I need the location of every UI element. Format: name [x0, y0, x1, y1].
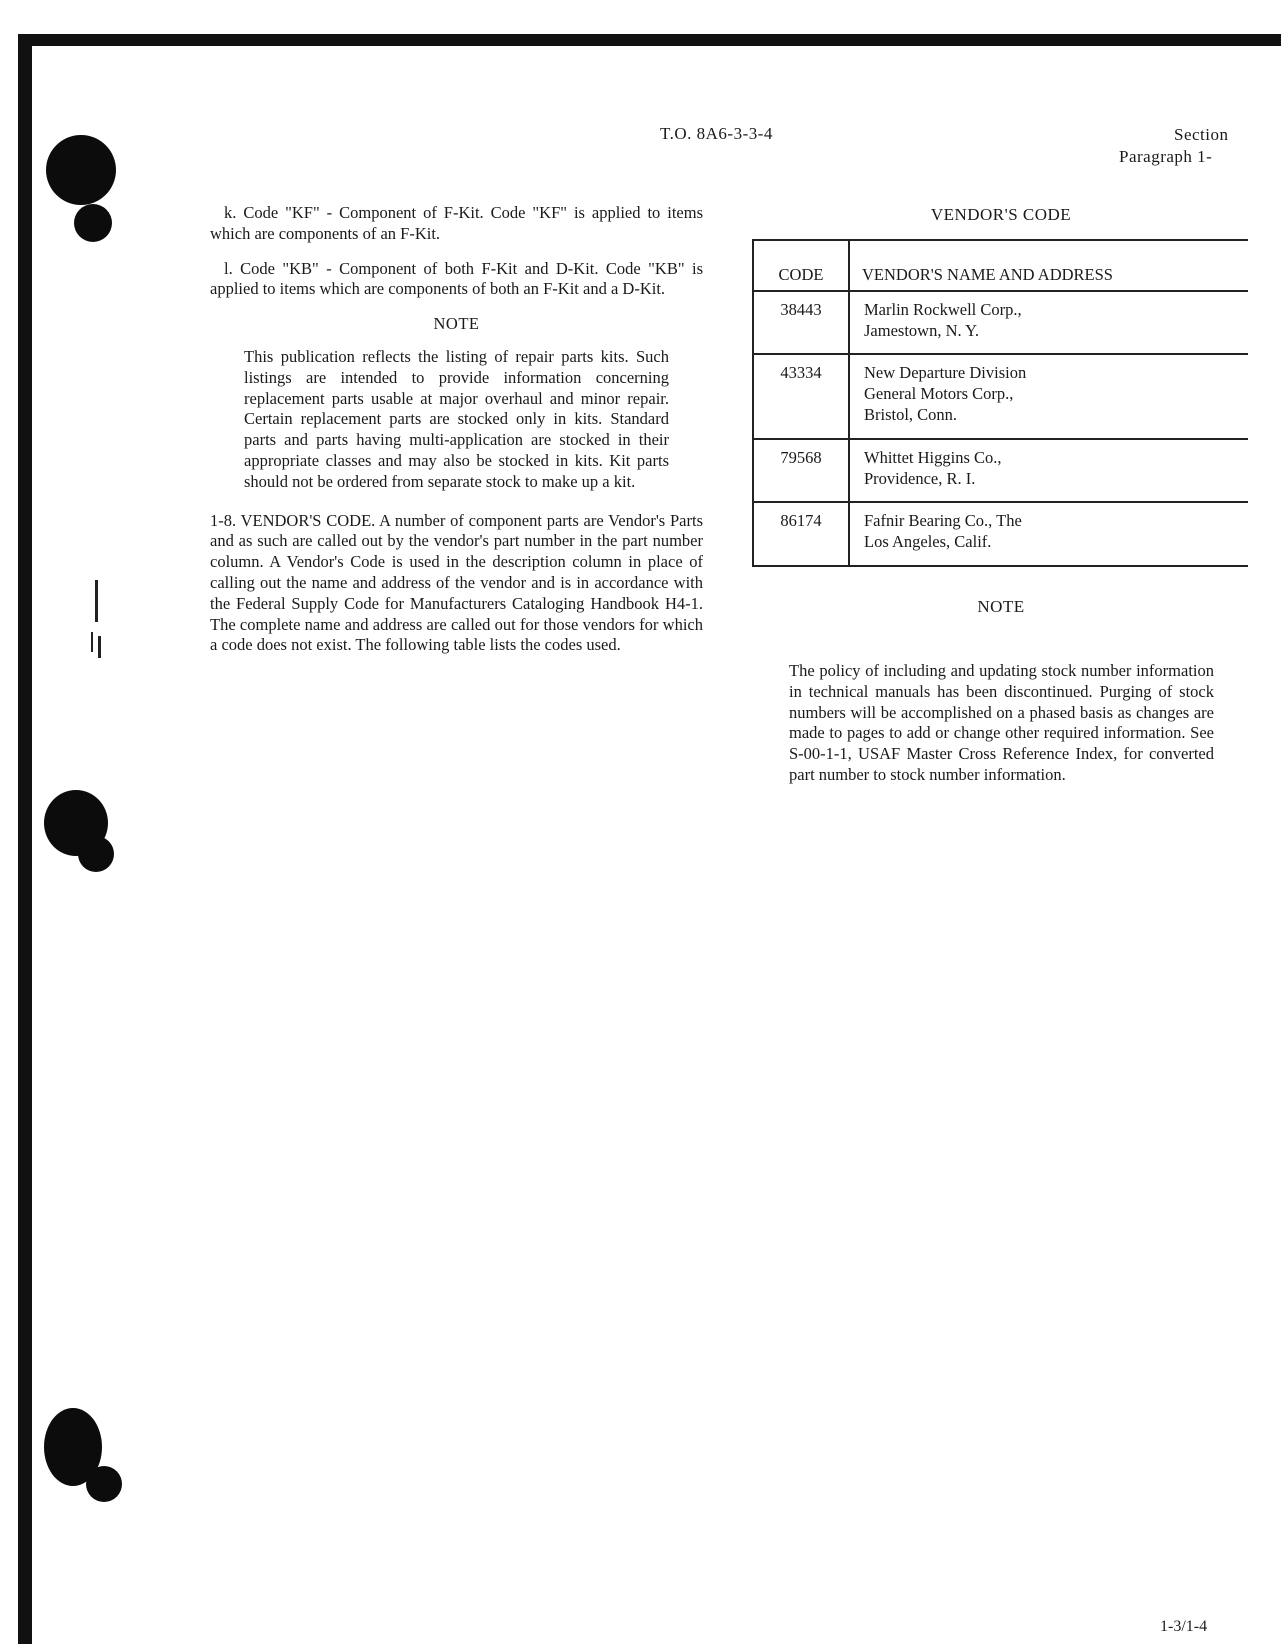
- note-body: This publication reflects the listing of repair parts kits. Such listings are intended to provide information concerning replacement parts usable at major overhaul and minor repair. Certain replacement parts are stocked only in kits. Standard parts and parts having multi-application are stocked in their appropriate classes and may also be stocked in kits. Kit parts should not be ordered from separate stock to make up a kit.: [244, 346, 669, 491]
- table-row: [753, 354, 1248, 438]
- note-title: NOTE: [433, 314, 480, 334]
- paragraph-label: Paragraph 1-: [1119, 147, 1213, 166]
- table-row: [753, 291, 1248, 355]
- left-column: [210, 203, 703, 670]
- vendor-name-address: [849, 439, 1248, 503]
- vendor-name-address: [849, 502, 1248, 566]
- para-1-8: 1-8. VENDOR'S CODE. A number of component parts are Vendor's Parts and as such are called out by the vendor's part number in the part number column. A Vendor's Code is used in the description column in place of calling out the name and address of the vendor and is in accordance with the Federal Supply Code for Manufacturers Cataloging Handbook H4-1. The complete name and address are called out for those vendors for which a code does not exist. The following table lists the codes used.: [210, 510, 703, 655]
- scan-border-left: [18, 34, 32, 1644]
- note-body: The policy of including and updating stock number information in technical manuals has been discontinued. Purging of stock numbers will be accomplished on a phased basis as changes are made to pages to add or change other required information. See S-00-1-1, USAF Master Cross Reference Index, for converted part number to stock number information.: [789, 661, 1214, 784]
- column-header-vendor: VENDOR'S NAME AND ADDRESS: [849, 240, 1248, 291]
- vendor-line: New Departure Division: [864, 363, 1027, 383]
- vendor-code: 43334: [753, 354, 849, 438]
- vendor-name-address: [849, 291, 1248, 355]
- vendor-line: General Motors Corp.,: [864, 384, 1014, 404]
- binder-hole-bottom-small: [86, 1466, 122, 1502]
- table-header-row: [753, 240, 1248, 291]
- para-k: k. Code "KF" - Component of F-Kit. Code "KF" is applied to items which are components of an F-Kit.: [210, 203, 703, 243]
- section-label: Section: [1174, 125, 1229, 144]
- table-row: [753, 439, 1248, 503]
- vendor-line: Marlin Rockwell Corp.,: [864, 299, 1022, 319]
- binder-hole-top-small: [74, 204, 112, 242]
- scan-mark: [98, 636, 101, 658]
- column-header-code: CODE: [753, 240, 849, 291]
- vendor-code: 86174: [753, 502, 849, 566]
- binder-hole-top: [46, 135, 116, 205]
- vendor-code: 79568: [753, 439, 849, 503]
- para-l: l. Code "KB" - Component of both F-Kit and D-Kit. Code "KB" is applied to items which are components of both an F-Kit and a D-Kit.: [210, 258, 703, 299]
- vendor-code: 38443: [753, 291, 849, 355]
- vendor-name-address: [849, 354, 1248, 438]
- scan-mark: [95, 580, 98, 622]
- vendor-table-title: VENDOR'S CODE: [930, 205, 1072, 224]
- vendor-table: [752, 239, 1248, 567]
- vendor-line: Fafnir Bearing Co., The: [864, 511, 1022, 531]
- scan-border-top: [18, 34, 1281, 46]
- vendor-line: Whittet Higgins Co.,: [864, 447, 1002, 467]
- vendor-line: Providence, R. I.: [864, 468, 976, 488]
- scan-mark: [91, 632, 93, 652]
- vendor-line: Jamestown, N. Y.: [864, 320, 980, 340]
- to-number: T.O. 8A6-3-3-4: [660, 124, 773, 143]
- binder-hole-middle-small: [78, 836, 114, 872]
- vendor-line: Bristol, Conn.: [864, 404, 958, 424]
- table-row: [753, 502, 1248, 566]
- vendor-line: Los Angeles, Calif.: [864, 532, 992, 552]
- note-title: NOTE: [977, 597, 1025, 616]
- page-number: 1-3/1-4: [1160, 1618, 1208, 1635]
